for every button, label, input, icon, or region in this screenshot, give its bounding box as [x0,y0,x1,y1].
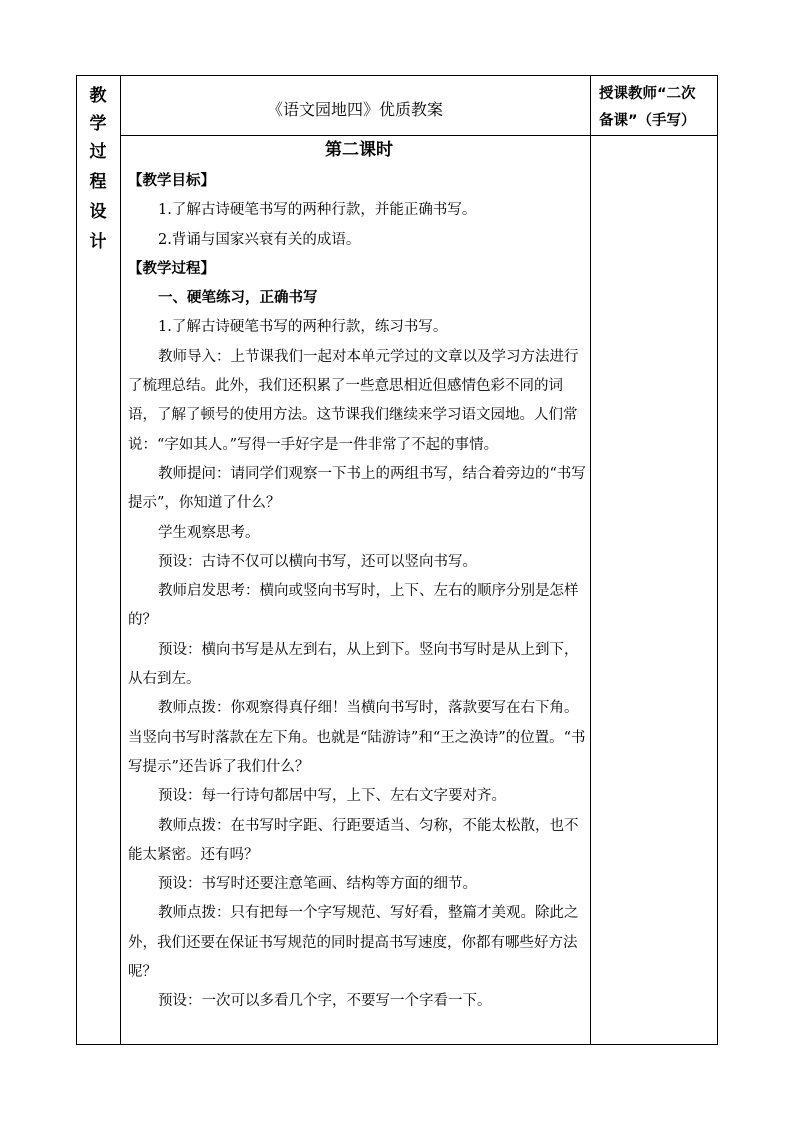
teacher-notes-header-line: 备课”（手写） [599,113,696,129]
lesson-content [128,137,590,1017]
table-divider-right [590,75,591,1045]
side-label-char: 学 [89,114,107,134]
paragraph: 教师点拨：在书写时字距、行距要适当、匀称，不能太松散，也不能太紧密。还有吗？ [128,817,579,863]
paragraph: 一、硬笔练习，正确书写 [158,290,318,307]
paragraph: 预设：书写时还要注意笔画、结构等方面的细节。 [158,876,477,893]
paragraph: 教师提问：请同学们观察一下书上的两组书写，结合着旁边的“书写提示”，你知道了什么？ [128,465,586,512]
paragraph: 预设：每一行诗句都居中写，上下、左右文字要对齐。 [158,788,506,805]
paragraph: 【教学目标】 [128,173,215,189]
paragraph: 【教学过程】 [128,260,215,277]
side-label-char: 教 [89,86,107,106]
teacher-notes-header [599,81,715,135]
paragraph: 教师导入：上节课我们一起对本单元学过的文章以及学习方法进行了梳理总结。此外，我们还积累了一些意思相近但感情色彩不同的词语，了解了顿号的使用方法。这节课我们继续来学习语文园地。人们常说：“字如其人。”写得一手好字是一件非常了不起的事情。 [128,348,579,453]
paragraph: 学生观察思考。 [158,524,260,541]
paragraph: 教师启发思考：横向或竖向书写时，上下、左右的顺序分别是怎样的？ [128,583,579,629]
lesson-title: 第二课时 [325,140,393,160]
side-label-char: 过 [89,142,107,162]
table-border-top [76,75,718,76]
paragraph: 2.背诵与国家兴衰有关的成语。 [158,231,361,248]
paragraph: 预设：横向书写是从左到右，从上到下。竖向书写时是从上到下，从右到左。 [128,641,579,688]
document-title: 《语文园地四》优质教案 [266,100,443,119]
paragraph-list [128,167,590,1017]
side-label-char: 设 [89,202,107,222]
table-border-bottom [76,1044,718,1045]
paragraph: 教师点拨：只有把每一个字写规范、写好看，整篇才美观。除此之外，我们还要在保证书写规范的同时提高书写速度，你都有哪些好方法呢？ [128,905,579,981]
table-divider-side [120,75,121,1045]
paragraph: 预设：一次可以多看几个字，不要写一个字看一下。 [158,993,492,1010]
side-label-char: 程 [89,172,107,192]
side-label-char: 计 [89,232,107,252]
paragraph: 1.了解古诗硬笔书写的两种行款，并能正确书写。 [158,202,477,219]
paragraph: 1.了解古诗硬笔书写的两种行款，练习书写。 [158,319,448,336]
paragraph: 预设：古诗不仅可以横向书写，还可以竖向书写。 [158,553,477,570]
teacher-notes-header-line: 授课教师“二次 [599,86,696,102]
lesson-plan-table [76,75,718,1045]
paragraph: 教师点拨：你观察得真仔细！当横向书写时，落款要写在右下角。当竖向书写时落款在左下角。也就是“陆游诗”和“王之涣诗”的位置。“书写提示”还告诉了我们什么？ [128,700,586,775]
table-header-divider [120,135,718,136]
table-border-right [717,75,718,1045]
